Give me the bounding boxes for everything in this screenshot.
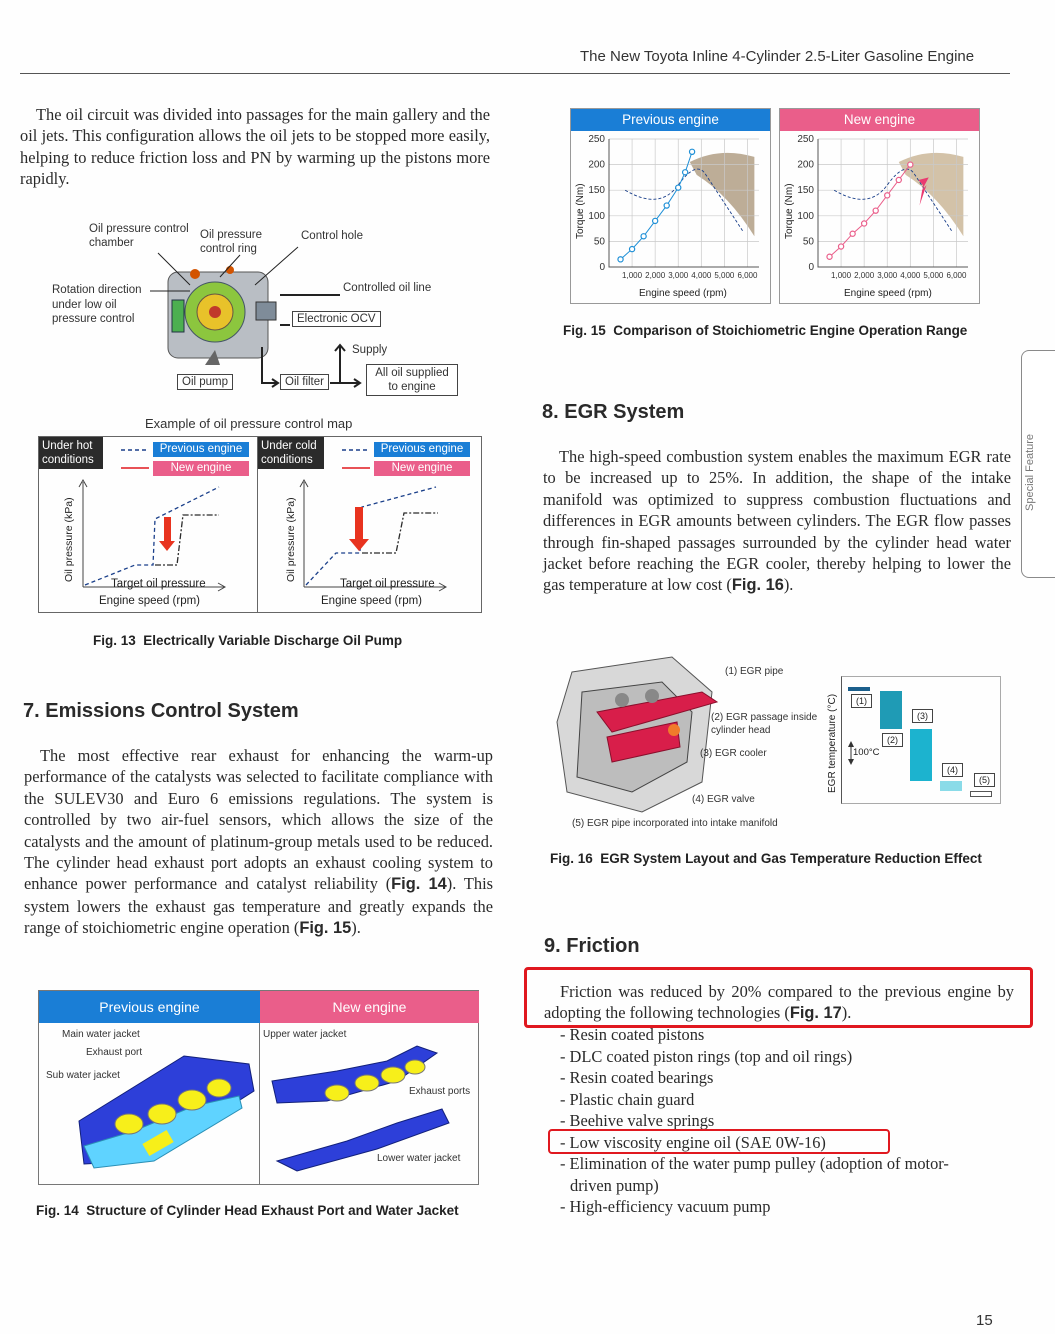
egr-tag-5: (5) [974,773,995,787]
data-point [653,218,658,223]
data-point [827,254,832,259]
data-point [908,162,913,167]
map-ylabel-right: Oil pressure (kPa) [285,497,297,582]
list-item: driven pump) [570,1175,659,1195]
condition-cold: Under cold conditions [258,437,324,469]
map-plot-left [75,477,255,592]
fig16-caption-num: Fig. 16 [550,851,593,866]
fig13-diagram [40,215,490,410]
x-tick-label: 5,000 [923,271,944,280]
legend-lines-right [340,443,372,473]
fig15-caption-num: Fig. 15 [563,323,606,338]
egr-bar-2 [880,691,902,729]
label-electronic-ocv: Electronic OCV [292,311,381,327]
running-header: The New Toyota Inline 4-Cylinder 2.5-Liter Gasoline Engine [580,48,975,65]
data-point [862,221,867,226]
fig15-left-header: Previous engine [571,109,770,131]
intro-paragraph: The oil circuit was divided into passages for the main gallery and the oil jets. This configuration allows the oil jets to be stopped more easily, helping to reduce friction loss and PN by warming up the pistons more rapidly. [20,105,490,189]
label-egr-valve: (4) EGR valve [692,794,755,805]
egr-tag-3: (3) [912,709,933,723]
map-xlabel-right: Engine speed (rpm) [321,595,422,607]
x-tick-label: 6,000 [737,271,758,280]
list-item: - Plastic chain guard [560,1089,695,1109]
label-egr-passage: (2) EGR passage inside cylinder head [711,712,818,736]
section9-paragraph [544,981,1014,1025]
fig16-reference[interactable]: Fig. 16 [731,576,784,595]
egr-bar-3 [910,729,932,781]
fig17-reference[interactable]: Fig. 17 [789,1004,842,1023]
fig15-left-panel [570,108,771,304]
x-tick-label: 4,000 [900,271,921,280]
label-egr-cooler: (3) EGR cooler [700,748,767,759]
map-ylabel-left: Oil pressure (kPa) [63,497,75,582]
fig15-right-ylabel: Torque (Nm) [784,183,795,239]
egr-bar-5 [970,791,992,797]
friction-technology-list [560,1024,1015,1218]
data-point [873,208,878,213]
oil-line-diagram [40,215,490,410]
data-point [618,257,623,262]
fig15-right-header: New engine [780,109,979,131]
operating-region [690,153,755,236]
map-xlabel-left: Engine speed (rpm) [99,595,200,607]
egr-scale-arrow [848,741,854,765]
label-oil-pressure-control-ring: Oil pressure control ring [200,229,262,255]
data-point [629,246,634,251]
y-tick-label: 250 [797,134,814,145]
series-line [621,152,693,260]
list-item: - Resin coated pistons [560,1025,705,1044]
egr-temp-ylabel: EGR temperature (°C) [827,693,838,793]
x-tick-label: 2,000 [854,271,875,280]
fig14-header-previous: Previous engine [39,991,260,1023]
fig14-caption [36,1203,459,1218]
label-controlled-oil-line: Controlled oil line [343,282,432,294]
fig15-left-ylabel: Torque (Nm) [575,183,586,239]
data-point [664,203,669,208]
fig14-divider [259,1023,260,1184]
egr-bar-4 [940,781,962,791]
fig15-right-panel [779,108,980,304]
page-number: 15 [976,1312,993,1329]
y-tick-label: 50 [802,236,814,248]
section9-text-a: Friction was reduced by 20% compared to the previous engine by adopting the following technologies ( [544,982,1014,1023]
fig13-map-title: Example of oil pressure control map [145,416,353,431]
label-exhaust-port: Exhaust port [86,1047,143,1058]
side-tab [1021,350,1055,578]
section7-text-a: The most effective rear exhaust for enhancing the warm-up performance of the catalysts was selected to facilitate compliance with the SULEV30 and Euro 6 emissions regulations. The system is controlled by two air-fuel sensors, which allows the size of the catalysts and the amount of platinum-group metals used to be reduced. The cylinder head exhaust port adopts an exhaust cooling system to enhance power performance and catalyst reliability ( [24,746,493,894]
y-tick-label: 200 [797,159,814,171]
fig14-caption-num: Fig. 14 [36,1203,79,1218]
list-item: - Low viscosity engine oil (SAE 0W-16) [560,1132,826,1152]
label-egr-pipe: (1) EGR pipe [725,666,784,677]
label-sub-water-jacket: Sub water jacket [46,1070,120,1081]
target-label-right: Target oil pressure [340,578,435,590]
map-plot-right [296,477,476,592]
data-point [850,231,855,236]
list-item: - Resin coated bearings [560,1068,714,1087]
fig15-left-chart [571,131,770,303]
x-tick-label: 6,000 [946,271,967,280]
list-item: - Beehive valve springs [560,1111,715,1130]
label-exhaust-ports: Exhaust ports [409,1086,471,1097]
data-point [896,177,901,182]
egr-tag-4: (4) [942,763,963,777]
target-label-left: Target oil pressure [111,578,206,590]
section8-text-a: The high-speed combustion system enables the maximum EGR rate to be increased up to 25%. In addition, the shape of the intake manifold was optimized to suppress combustion fluctuations and differences in EGR amounts between cylinders. The EGR flow passes through fin-shaped passages surrounded by the cylinder head water jacket before reaching the EGR cooler, thereby helping to lower the gas temperature at low cost ( [543,447,1011,595]
x-tick-label: 5,000 [714,271,735,280]
data-point [885,193,890,198]
x-tick-label: 3,000 [668,271,689,280]
egr-tag-2: (2) [882,733,903,747]
fig14-header-new: New engine [260,991,479,1023]
section9-text-b: ). [841,1003,852,1023]
fig15-caption [563,323,967,338]
fig15-caption-text: Comparison of Stoichiometric Engine Operation Range [613,323,968,338]
y-tick-label: 100 [588,210,605,222]
x-tick-label: 1,000 [622,271,643,280]
label-rotation-direction: Rotation direction under low oil pressure control [52,284,142,325]
section7-paragraph [24,745,493,940]
label-oil-pressure-control-chamber: Oil pressure control chamber [89,223,189,249]
y-tick-label: 150 [797,185,814,197]
list-item: - High-efficiency vacuum pump [560,1197,771,1216]
egr-engine-illustration [552,652,722,817]
label-upper-water-jacket: Upper water jacket [263,1029,347,1040]
data-point [689,149,694,154]
list-item: - DLC coated piston rings (top and oil rings) [560,1046,853,1066]
y-tick-label: 0 [599,262,605,273]
fig16-caption [550,851,982,866]
fig16-caption-text: EGR System Layout and Gas Temperature Reduction Effect [600,851,982,866]
data-point [641,234,646,239]
header-rule [20,73,1010,74]
side-tab-label: Special Feature [1024,433,1036,511]
section8-paragraph [543,446,1011,597]
legend-new-left: New engine [153,461,249,476]
egr-tag-1: (1) [851,694,872,708]
label-egr-pipe-manifold: (5) EGR pipe incorporated into intake manifold [572,818,778,829]
fig15-right-chart [780,131,979,303]
fig13-caption-num: Fig. 13 [93,633,136,648]
x-tick-label: 4,000 [691,271,712,280]
fig15-reference-a[interactable]: Fig. 15 [299,919,352,938]
fig14-caption-text: Structure of Cylinder Head Exhaust Port and Water Jacket [86,1203,459,1218]
section7-text-b: ). This system lowers the exhaust gas temperature and greatly expands the range of stoichiometric engine operation ( [24,874,493,938]
condition-hot: Under hot conditions [39,437,103,469]
section8-text-b: ). [783,575,794,595]
fig13-map-left [38,436,258,613]
label-main-water-jacket: Main water jacket [62,1029,140,1040]
label-lower-water-jacket: Lower water jacket [377,1153,461,1164]
label-supply: Supply [352,344,388,356]
data-point [676,185,681,190]
egr-temp-mark: 100°C [853,747,880,758]
y-tick-label: 150 [588,185,605,197]
legend-new-right: New engine [374,461,470,476]
list-item: - Elimination of the water pump pulley (adoption of motor- [560,1154,949,1173]
data-point [838,244,843,249]
x-tick-label: 3,000 [877,271,898,280]
egr-temp-chart [841,676,1001,804]
y-tick-label: 200 [588,159,605,171]
fig13-caption-text: Electrically Variable Discharge Oil Pump [143,633,403,648]
fig13-caption [93,633,402,648]
label-control-hole: Control hole [301,230,364,242]
legend-previous-right: Previous engine [374,442,470,457]
y-tick-label: 50 [593,236,605,248]
label-oil-filter: Oil filter [280,374,329,390]
y-tick-label: 250 [588,134,605,145]
data-point [683,170,688,175]
fig14-box [38,990,479,1185]
section7-text-c: ). [351,918,361,938]
x-tick-label: 1,000 [831,271,852,280]
y-tick-label: 100 [797,210,814,222]
fig13-map-right [258,436,482,613]
legend-lines-left [119,443,151,473]
section9-heading: 9. Friction [544,935,640,957]
section7-heading: 7. Emissions Control System [23,700,299,722]
fig15-right-xlabel: Engine speed (rpm) [844,288,932,299]
fig15-left-xlabel: Engine speed (rpm) [639,288,727,299]
fig14-reference[interactable]: Fig. 14 [391,875,447,894]
egr-bar-1 [848,687,870,691]
label-all-oil-supplied: All oil supplied to engine [366,364,458,396]
section8-heading: 8. EGR System [542,401,685,423]
x-tick-label: 2,000 [645,271,666,280]
y-tick-label: 0 [808,262,814,273]
label-oil-pump: Oil pump [177,374,233,390]
oil-highlight-box [548,1129,890,1154]
legend-previous-left: Previous engine [153,442,249,457]
